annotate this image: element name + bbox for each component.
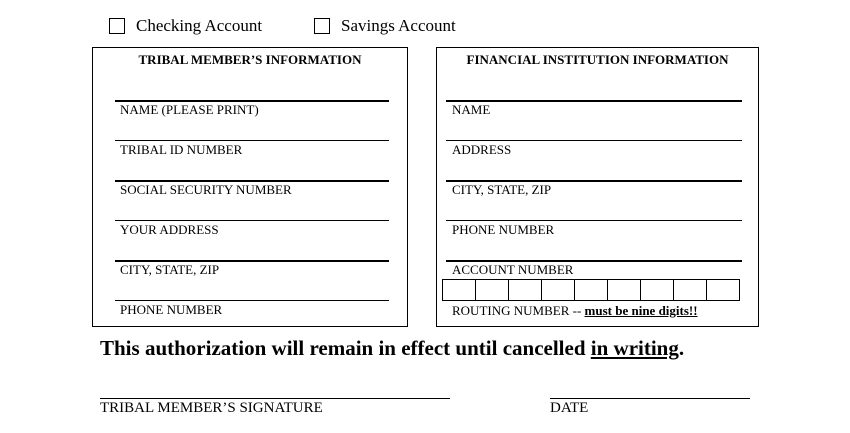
statement-underlined: in writing bbox=[590, 336, 679, 360]
routing-digit-box[interactable] bbox=[607, 279, 641, 301]
routing-digit-box[interactable] bbox=[541, 279, 575, 301]
fi-phone-label: PHONE NUMBER bbox=[452, 222, 555, 237]
routing-number-text: ROUTING NUMBER -- bbox=[452, 303, 582, 318]
routing-digit-box[interactable] bbox=[442, 279, 476, 301]
routing-number-boxes bbox=[442, 279, 742, 301]
checking-account-checkbox[interactable] bbox=[109, 18, 125, 34]
top-cutoff-text bbox=[100, 0, 750, 3]
savings-account-label: Savings Account bbox=[341, 16, 456, 35]
your-address-label: YOUR ADDRESS bbox=[120, 222, 219, 237]
tribal-id-label: TRIBAL ID NUMBER bbox=[120, 142, 243, 157]
fi-address-line[interactable] bbox=[446, 140, 742, 141]
signature-label: TRIBAL MEMBER’S SIGNATURE bbox=[100, 400, 323, 416]
your-address-line[interactable] bbox=[115, 220, 389, 221]
routing-digit-box[interactable] bbox=[706, 279, 740, 301]
statement-period: . bbox=[678, 336, 685, 360]
fi-phone-line[interactable] bbox=[446, 220, 742, 221]
authorization-statement bbox=[100, 336, 684, 361]
fi-city-state-zip-label: CITY, STATE, ZIP bbox=[452, 182, 552, 197]
routing-number-label bbox=[452, 303, 698, 319]
routing-digit-box[interactable] bbox=[475, 279, 509, 301]
account-number-label: ACCOUNT NUMBER bbox=[452, 262, 574, 277]
checking-account-label: Checking Account bbox=[136, 16, 263, 35]
ssn-label: SOCIAL SECURITY NUMBER bbox=[120, 182, 292, 197]
tribal-member-panel-title: TRIBAL MEMBER’S INFORMATION bbox=[138, 52, 362, 67]
fi-name-label: NAME bbox=[452, 102, 491, 117]
routing-digit-box[interactable] bbox=[508, 279, 542, 301]
financial-institution-panel-title: FINANCIAL INSTITUTION INFORMATION bbox=[466, 52, 729, 67]
signature-line[interactable] bbox=[100, 398, 450, 399]
tribal-phone-label: PHONE NUMBER bbox=[120, 302, 223, 317]
fi-name-line[interactable] bbox=[446, 100, 742, 102]
routing-digit-box[interactable] bbox=[640, 279, 674, 301]
tribal-id-line[interactable] bbox=[115, 140, 389, 141]
fi-address-label: ADDRESS bbox=[452, 142, 512, 157]
date-line[interactable] bbox=[550, 398, 750, 399]
tribal-city-state-zip-label: CITY, STATE, ZIP bbox=[120, 262, 220, 277]
routing-number-note: must be nine digits!! bbox=[584, 303, 698, 318]
date-label: DATE bbox=[550, 400, 589, 416]
statement-text: This authorization will remain in effect until cancelled bbox=[100, 336, 591, 360]
routing-digit-box[interactable] bbox=[673, 279, 707, 301]
tribal-name-label: NAME (PLEASE PRINT) bbox=[120, 102, 259, 117]
tribal-phone-line[interactable] bbox=[115, 300, 389, 301]
routing-digit-box[interactable] bbox=[574, 279, 608, 301]
savings-account-checkbox[interactable] bbox=[314, 18, 330, 34]
